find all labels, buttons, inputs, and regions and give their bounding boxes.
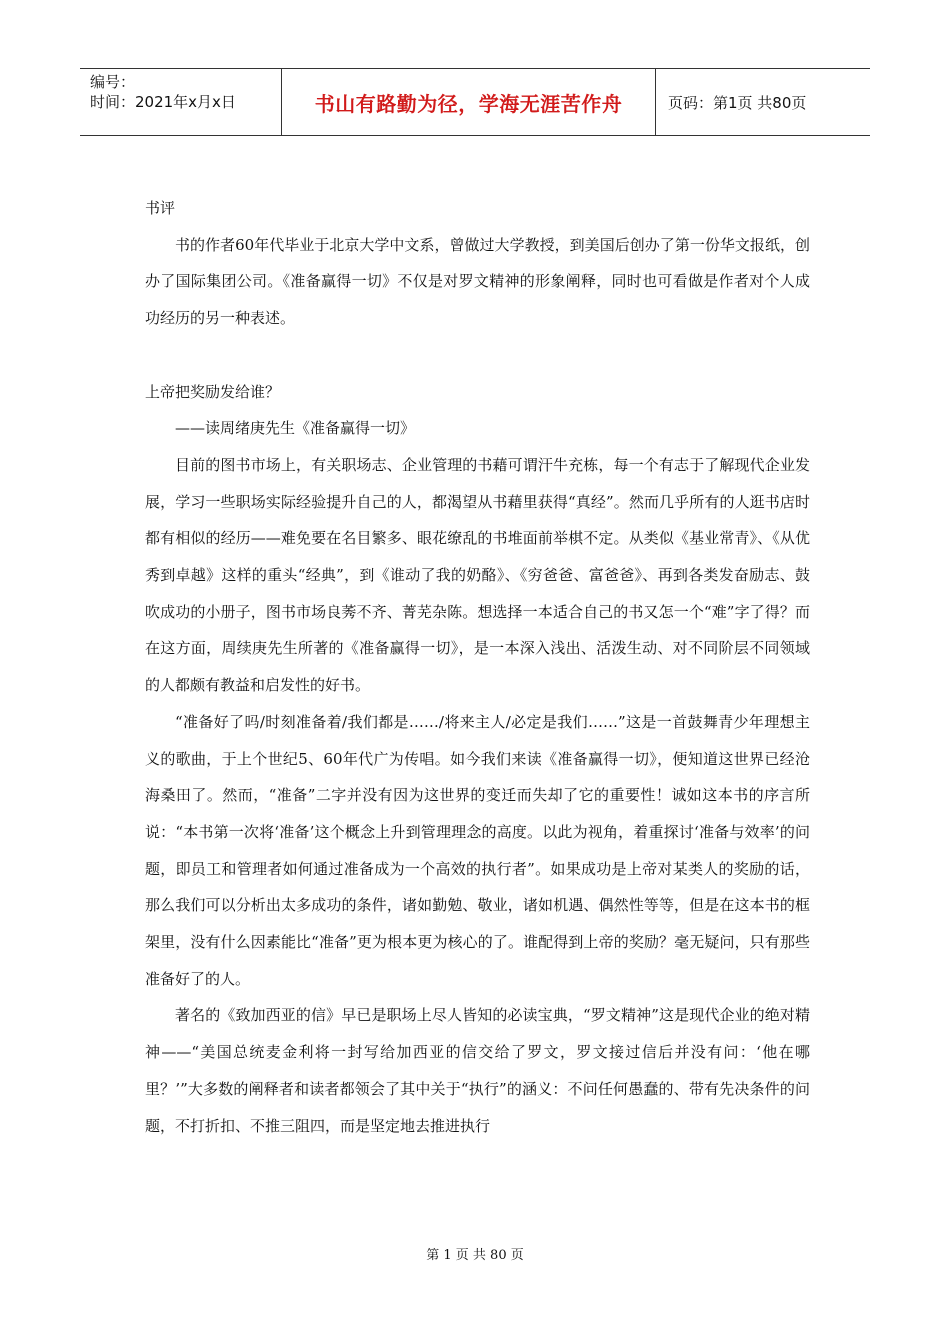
intro-paragraph: 书的作者60年代毕业于北京大学中文系，曾做过大学教授，到美国后创办了第一份华文报纸，创办了国际集团公司。《准备赢得一切》不仅是对罗文精神的形象阐释，同时也可看做是作者对个人成功经历的另一种表述。 — [145, 235, 810, 328]
body-paragraph: 著名的《致加西亚的信》早已是职场上尽人皆知的必读宝典，“罗文精神”这是现代企业的绝对精神——“美国总统麦金利将一封写给加西亚的信交给了罗文，罗文接过信后并没有问：‘他在哪里？’”大多数的阐释者和读者都领会了其中关于“执行”的涵义：不问任何愚蠢的、带有先决条件的问题，不打折扣、不推三阻四，而是坚定地去推进执行 — [145, 1006, 810, 1135]
article-subtitle: ——读周绪庚先生《准备赢得一切》 — [175, 419, 416, 438]
article-title: 上帝把奖励发给谁？ — [145, 382, 281, 401]
paragraph-gap — [145, 337, 810, 374]
page-footer: 第 1 页 共 80 页 — [426, 1248, 524, 1263]
body-paragraph: 目前的图书市场上，有关职场志、企业管理的书藉可谓汗牛充栋，每一个有志于了解现代企业发展，学习一些职场实际经验提升自己的人，都渴望从书藉里获得“真经”。然而几乎所有的人逛书店时都有相似的经历——难免要在名目繁多、眼花缭乱的书堆面前举棋不定。从类似《基业常青》、《从优秀到卓越》这样的重头“经典”，到《谁动了我的奶酪》、《穷爸爸、富爸爸》、再到各类发奋励志、鼓吹成功的小册子，图书市场良莠不齐、菁芜杂陈。想选择一本适合自己的书又怎一个“难”字了得？而在这方面，周续庚先生所著的《准备赢得一切》，是一本深入浅出、活泼生动、对不同阶层不同领域的人都颇有教益和启发性的好书。 — [145, 455, 810, 695]
section-title: 书评 — [145, 199, 176, 217]
header-motto: 书山有路勤为径，学海无涯苦作舟 — [282, 69, 656, 135]
header-meta-cell — [80, 69, 282, 135]
header-table — [80, 68, 870, 136]
document-body — [145, 190, 810, 1144]
header-page-info: 页码：第1页 共80页 — [668, 93, 807, 112]
body-paragraph: “准备好了吗/时刻准备着/我们都是……/将来主人/必定是我们……”这是一首鼓舞青少年理想主义的歌曲，于上个世纪5、60年代广为传唱。如今我们来读《准备赢得一切》，便知道这世界已经沧海桑田了。然而，“准备”二字并没有因为这世界的变迁而失却了它的重要性！诚如这本书的序言所说：“本书第一次将‘准备’这个概念上升到管理理念的高度。以此为视角，着重探讨‘准备与效率’的问题，即员工和管理者如何通过准备成为一个高效的执行者”。如果成功是上帝对某类人的奖励的话，那么我们可以分析出太多成功的条件，诸如勤勉、敬业，诸如机遇、偶然性等等，但是在这本书的框架里，没有什么因素能比“准备”更为根本更为核心的了。谁配得到上帝的奖励？毫无疑问，只有那些准备好了的人。 — [145, 712, 810, 988]
document-time-label: 时间：2021年x月x日 — [90, 93, 236, 111]
document-number-label: 编号： — [90, 73, 136, 91]
